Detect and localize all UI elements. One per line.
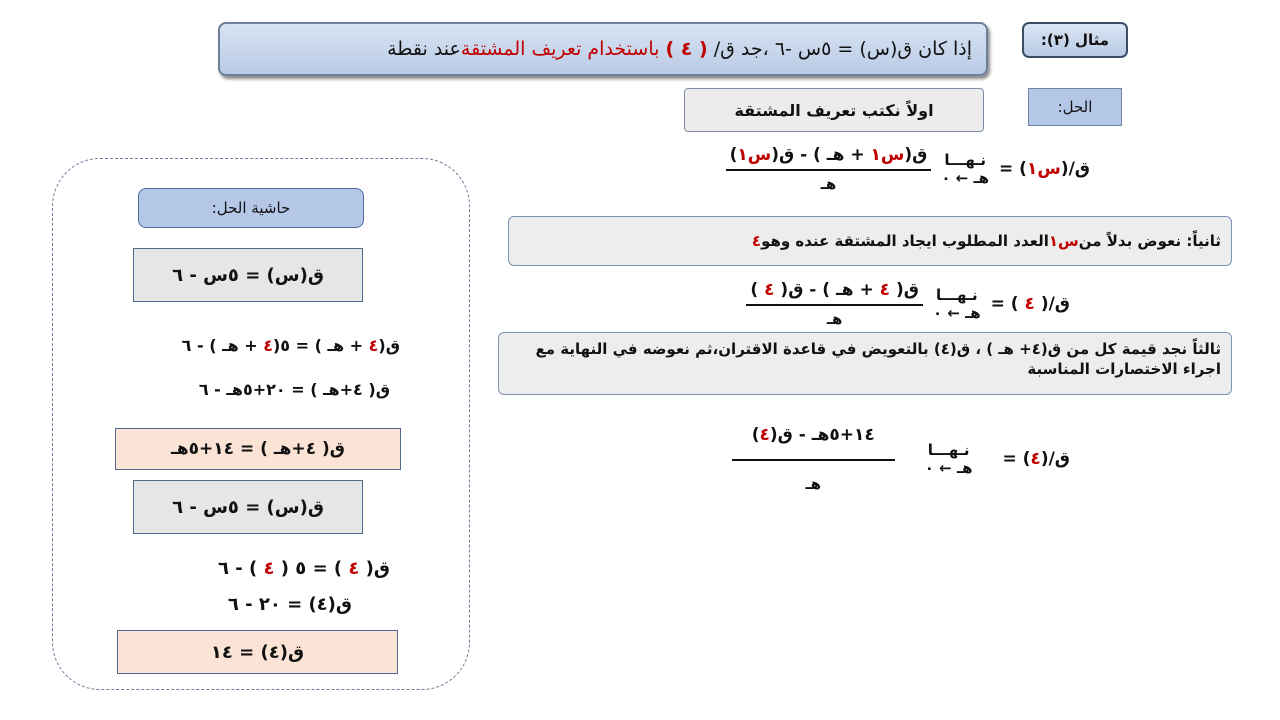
step1-box: اولاً نكتب تعريف المشتقة [684,88,984,132]
difference-quotient [746,280,923,328]
math-text: س١ [1048,232,1079,250]
formula-lhs [999,159,1090,179]
math-text: نـهـــا [927,441,970,459]
math-text: نـهـــا [944,151,987,169]
math-text: ٤ [873,280,896,300]
math-text [732,425,895,461]
derivative-definition-formula [726,145,1090,193]
math-text: س١ [870,145,905,165]
math-text: هـ ← ٠ [941,169,990,187]
math-text: ٤ [263,336,273,355]
function-definition-2: ق(س) = ٥س - ٦ [133,480,363,534]
math-text: باستخدام تعريف المشتقة [460,38,666,60]
math-text: ٤ [1030,449,1041,469]
formula-lhs [1002,449,1070,469]
step3-box: ثالثاً نجد قيمة كل من ق(٤+ هـ ) ، ق(٤) بالتعويض في قاعدة الاقتران،ثم نعوضه في النهاية مع اجراء الاختصارات المناسبة [498,332,1232,395]
side-line-2: ق( ٤+هـ ) = ٢٠+٥هـ - ٦ [198,380,390,399]
step2-box [508,216,1232,266]
math-text: عند نقطة [387,38,461,60]
limit-symbol [941,151,989,187]
side-notes-title: حاشية الحل: [138,188,364,228]
math-text: ٤ [368,336,379,355]
question-text [387,38,972,60]
math-text: س١ [1026,159,1061,179]
math-text: ) [750,280,759,300]
math-text: ) = ٥ ( [274,558,349,579]
math-text: هـ [820,175,837,193]
limit-symbol [925,441,973,477]
math-text: ٤ [348,558,360,579]
math-text: ٤ [751,232,762,250]
math-text: ق( [904,145,928,165]
math-text [726,145,932,171]
math-text: + هـ ) - ق( [780,280,874,300]
side-line-4: ق(٤) = ٢٠ - ٦ [227,594,352,615]
math-text: ٤ [263,558,275,579]
math-text: هـ [826,310,843,328]
math-text: العدد المطلوب ايجاد المشتقة عنده وهو [761,232,1049,250]
math-text: ٤ [758,280,781,300]
math-text: ق( [378,336,400,355]
math-text: ق/( [1060,159,1090,179]
math-text: ) = [1002,449,1031,469]
difference-quotient [726,145,932,193]
math-text [746,280,923,306]
math-text: هـ ← ٠ [924,459,973,477]
function-definition: ق(س) = ٥س - ٦ [133,248,363,302]
math-text: إذا كان ق(س) = ٥س -٦ ،جد ق/ [707,38,972,60]
math-text: ق/( [1040,294,1070,314]
math-text: ( ٤ ) [665,38,708,60]
math-text: ق( [359,558,390,579]
final-limit-formula [732,425,1070,493]
difference-quotient [732,425,895,493]
side-line-1 [182,336,400,355]
math-text: ثانياً: نعوض بدلاً من [1078,232,1221,250]
limit-symbol [933,286,981,322]
substituted-formula [746,280,1070,328]
side-line-3 [218,558,390,579]
math-text: ٤ [759,425,770,445]
result-f-4: ق(٤) = ١٤ [117,630,398,674]
math-text: ) - ٦ [218,558,264,579]
math-text: + هـ ) - ٦ [181,336,264,355]
math-text: ) [751,425,760,445]
math-text: هـ [805,475,822,493]
math-text: ٤ [1018,294,1041,314]
math-text: ١٤+٥هـ - ق( [769,425,875,445]
math-text: ق( [895,280,919,300]
math-text: ) [729,145,738,165]
example-label: مثال (٣): [1022,22,1128,58]
math-text: ق/( [1040,449,1070,469]
solution-label: الحل: [1028,88,1122,126]
question-box [218,22,988,76]
math-text: + هـ ) = ٥( [272,336,369,355]
math-text: ) = [999,159,1027,179]
math-text: هـ ← ٠ [932,304,981,322]
math-text: ) = [990,294,1019,314]
formula-lhs [991,294,1070,314]
math-text: نـهـــا [935,286,978,304]
result-f-4-plus-h: ق( ٤+هـ ) = ١٤+٥هـ [115,428,401,470]
math-text: + هـ ) - ق( [771,145,871,165]
math-text: س١ [737,145,772,165]
